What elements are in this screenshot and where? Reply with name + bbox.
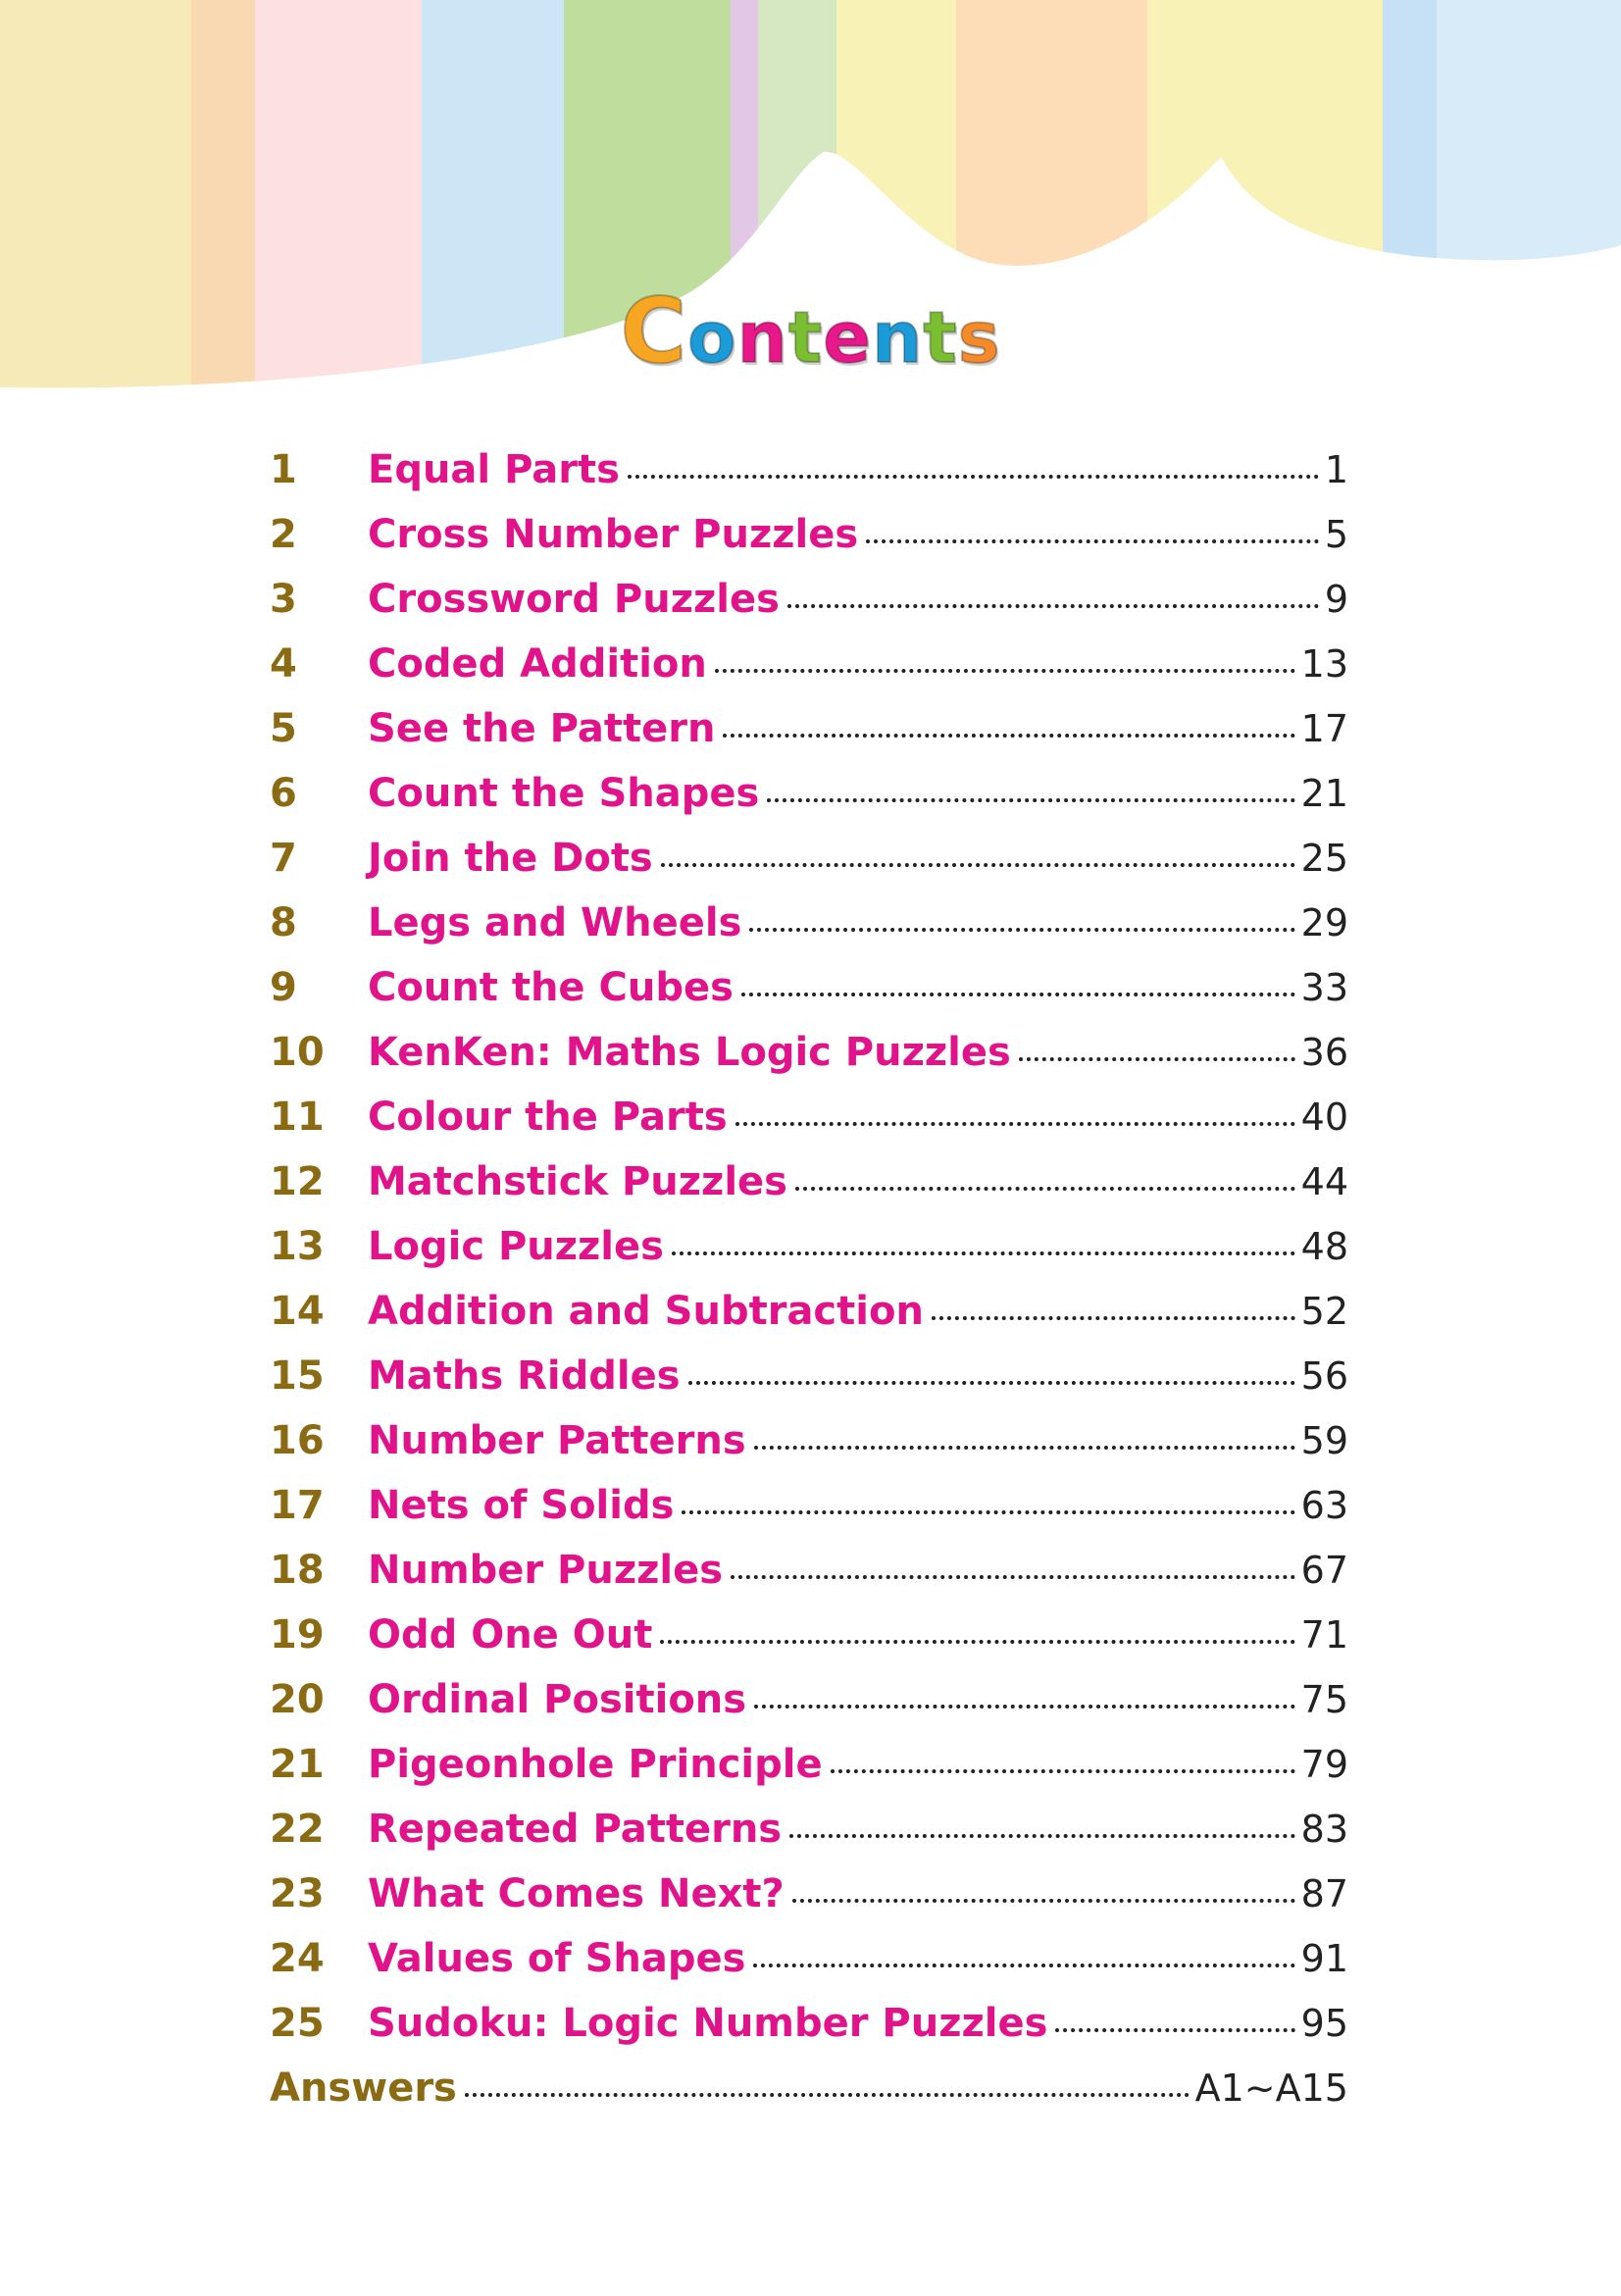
dot-leader <box>735 1122 1295 1126</box>
chapter-title: Maths Riddles <box>368 1353 681 1399</box>
chapter-title: Crossword Puzzles <box>368 577 780 622</box>
chapter-title: Join the Dots <box>368 836 653 881</box>
page-number: 5 <box>1324 513 1348 556</box>
contents-title <box>0 279 1621 386</box>
title-letter: e <box>823 296 872 379</box>
chapter-title: Count the Cubes <box>368 965 734 1010</box>
toc-row-9[interactable] <box>270 955 1348 1020</box>
page-number: 95 <box>1300 2002 1348 2045</box>
page-number: 79 <box>1300 1743 1348 1786</box>
chapter-number: 17 <box>270 1483 325 1528</box>
dot-leader <box>749 928 1294 932</box>
page-number: 33 <box>1300 966 1348 1009</box>
answers-page-range: A1~A15 <box>1194 2066 1348 2110</box>
page-number: 21 <box>1300 772 1348 815</box>
page-number: 71 <box>1300 1613 1348 1657</box>
page-number: 1 <box>1324 448 1348 491</box>
chapter-title: Sudoku: Logic Number Puzzles <box>368 2001 1048 2046</box>
title-letter: C <box>620 279 687 383</box>
toc-row-25[interactable] <box>270 1991 1348 2056</box>
dot-leader <box>789 1834 1295 1838</box>
chapter-title: Legs and Wheels <box>368 900 742 945</box>
chapter-number: 6 <box>270 771 297 816</box>
chapter-title: Ordinal Positions <box>368 1677 747 1722</box>
chapter-title: Equal Parts <box>368 447 620 492</box>
chapter-title: Values of Shapes <box>368 1936 746 1981</box>
chapter-number: 25 <box>270 2001 325 2046</box>
page-number: 48 <box>1300 1225 1348 1268</box>
page-number: 87 <box>1300 1872 1348 1915</box>
chapter-title: Count the Shapes <box>368 771 760 816</box>
dot-leader <box>753 1964 1294 1967</box>
dot-leader <box>660 1640 1294 1644</box>
toc-row-1[interactable] <box>270 437 1348 502</box>
page-number: 9 <box>1324 578 1348 621</box>
toc-row-8[interactable] <box>270 891 1348 955</box>
dot-leader <box>1019 1057 1295 1061</box>
chapter-number: 18 <box>270 1548 325 1593</box>
chapter-number: 19 <box>270 1612 325 1658</box>
chapter-number: 22 <box>270 1807 325 1852</box>
toc-row-14[interactable] <box>270 1279 1348 1344</box>
chapter-title: Matchstick Puzzles <box>368 1159 787 1204</box>
title-letter: t <box>787 296 824 379</box>
toc-row-17[interactable] <box>270 1473 1348 1538</box>
chapter-title: Number Puzzles <box>368 1548 724 1593</box>
title-letter: t <box>923 296 958 379</box>
toc-row-6[interactable] <box>270 761 1348 826</box>
dot-leader <box>688 1381 1295 1385</box>
chapter-title: Number Patterns <box>368 1418 746 1463</box>
chapter-title: Cross Number Puzzles <box>368 512 859 557</box>
chapter-title: Pigeonhole Principle <box>368 1742 823 1787</box>
chapter-title: Repeated Patterns <box>368 1807 783 1852</box>
page-number: 36 <box>1300 1031 1348 1074</box>
chapter-number: 11 <box>270 1095 325 1140</box>
dot-leader <box>1055 2028 1294 2032</box>
page-number: 56 <box>1300 1354 1348 1398</box>
toc-row-3[interactable] <box>270 567 1348 632</box>
page-number: 29 <box>1300 901 1348 944</box>
chapter-number: 16 <box>270 1418 325 1463</box>
page-number: 67 <box>1300 1549 1348 1592</box>
chapter-number: 4 <box>270 641 297 687</box>
chapter-number: 13 <box>270 1224 325 1269</box>
page-number: 40 <box>1300 1096 1348 1139</box>
toc-row-10[interactable] <box>270 1020 1348 1085</box>
toc-row-20[interactable] <box>270 1667 1348 1732</box>
dot-leader <box>682 1510 1294 1514</box>
chapter-number: 20 <box>270 1677 325 1722</box>
dot-leader <box>672 1251 1295 1255</box>
chapter-number: 15 <box>270 1353 325 1399</box>
toc-row-24[interactable] <box>270 1926 1348 1991</box>
page-number: 52 <box>1300 1290 1348 1333</box>
toc-row-11[interactable] <box>270 1085 1348 1149</box>
dot-leader <box>715 669 1295 673</box>
toc-row-13[interactable] <box>270 1214 1348 1279</box>
chapter-title: Odd One Out <box>368 1612 653 1658</box>
page-number: 17 <box>1300 707 1348 750</box>
chapter-title: Addition and Subtraction <box>368 1289 924 1334</box>
title-letter: n <box>736 296 788 379</box>
table-of-contents <box>270 437 1348 2120</box>
page-number: 25 <box>1300 837 1348 880</box>
dot-leader <box>866 539 1319 543</box>
chapter-number: 12 <box>270 1159 325 1204</box>
chapter-title: What Comes Next? <box>368 1871 785 1916</box>
dot-leader <box>754 1705 1295 1709</box>
page-number: 44 <box>1300 1160 1348 1203</box>
page-number: 63 <box>1300 1484 1348 1527</box>
toc-row-16[interactable] <box>270 1408 1348 1473</box>
toc-row-22[interactable] <box>270 1797 1348 1862</box>
dot-leader <box>754 1446 1295 1450</box>
chapter-number: 5 <box>270 706 297 751</box>
dot-leader <box>795 1187 1295 1191</box>
dot-leader <box>628 475 1319 479</box>
chapter-title: Coded Addition <box>368 641 707 687</box>
dot-leader <box>767 798 1294 802</box>
page-number: 91 <box>1300 1937 1348 1980</box>
chapter-number: 8 <box>270 900 297 945</box>
toc-row-15[interactable] <box>270 1344 1348 1408</box>
dot-leader <box>465 2093 1190 2097</box>
page-number: 59 <box>1300 1419 1348 1462</box>
chapter-number: 1 <box>270 447 297 492</box>
chapter-number: 9 <box>270 965 297 1010</box>
chapter-number: 14 <box>270 1289 325 1334</box>
chapter-number: 23 <box>270 1871 325 1916</box>
title-letter: o <box>686 296 737 379</box>
toc-row-23[interactable] <box>270 1862 1348 1926</box>
chapter-number: 3 <box>270 577 297 622</box>
dot-leader <box>741 993 1295 996</box>
dot-leader <box>723 734 1294 738</box>
chapter-number: 7 <box>270 836 297 881</box>
chapter-number: 10 <box>270 1030 325 1075</box>
chapter-number: 21 <box>270 1742 325 1787</box>
toc-row-18[interactable] <box>270 1538 1348 1603</box>
toc-row-7[interactable] <box>270 826 1348 891</box>
dot-leader <box>792 1899 1295 1903</box>
toc-row-answers[interactable] <box>270 2056 1348 2120</box>
dot-leader <box>731 1575 1295 1579</box>
dot-leader <box>661 863 1295 867</box>
chapter-title: KenKen: Maths Logic Puzzles <box>368 1030 1011 1075</box>
page-number: 13 <box>1300 642 1348 686</box>
answers-label: Answers <box>270 2066 457 2111</box>
dot-leader <box>831 1769 1295 1773</box>
chapter-title: Logic Puzzles <box>368 1224 664 1269</box>
chapter-number: 24 <box>270 1936 325 1981</box>
toc-row-21[interactable] <box>270 1732 1348 1797</box>
chapter-title: Nets of Solids <box>368 1483 675 1528</box>
title-letter: n <box>871 296 924 379</box>
toc-row-19[interactable] <box>270 1603 1348 1667</box>
page-number: 83 <box>1300 1808 1348 1851</box>
chapter-title: Colour the Parts <box>368 1095 728 1140</box>
dot-leader <box>787 604 1319 608</box>
page-number: 75 <box>1300 1678 1348 1721</box>
chapter-title: See the Pattern <box>368 706 716 751</box>
toc-row-2[interactable] <box>270 502 1348 567</box>
dot-leader <box>932 1316 1295 1320</box>
toc-row-12[interactable] <box>270 1149 1348 1214</box>
title-letter: s <box>957 296 1001 379</box>
toc-row-5[interactable] <box>270 696 1348 761</box>
toc-row-4[interactable] <box>270 632 1348 696</box>
chapter-number: 2 <box>270 512 297 557</box>
